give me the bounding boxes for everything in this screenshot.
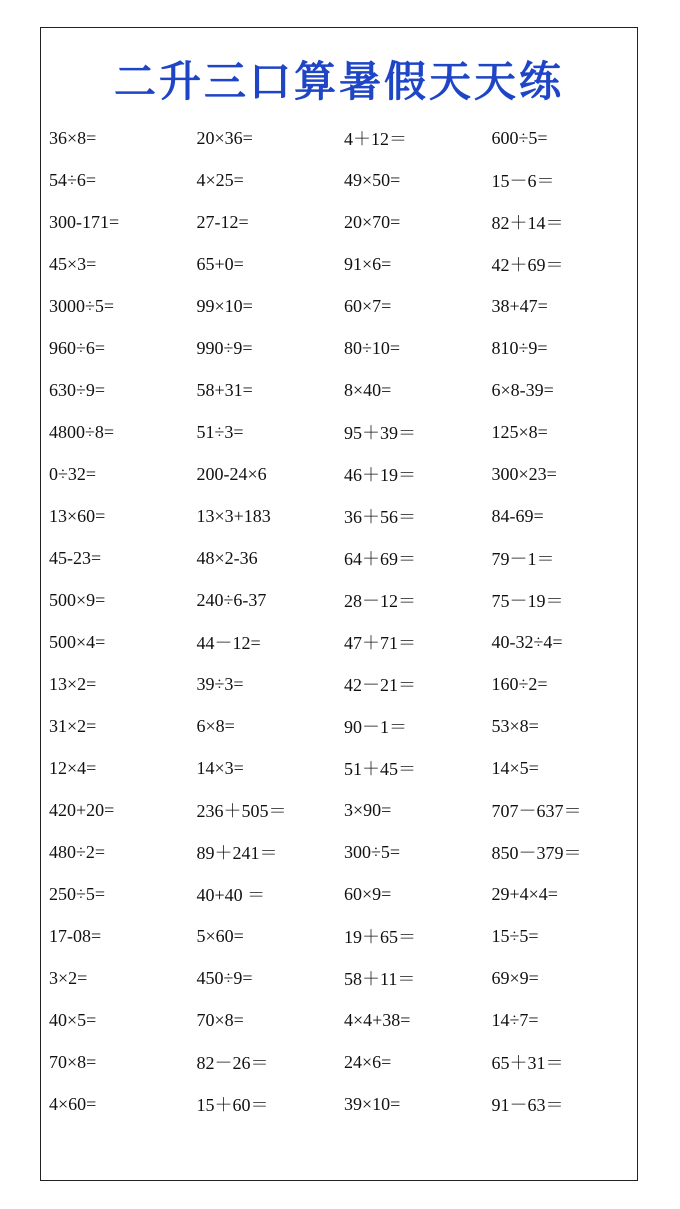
- math-problem: 0÷32=: [49, 463, 97, 484]
- math-problem: 15÷5=: [491, 925, 539, 946]
- problem-row: [49, 201, 639, 243]
- problem-row: [49, 957, 639, 999]
- math-problem: 89＋241＝: [196, 843, 278, 863]
- math-problem: 39÷3=: [196, 673, 244, 694]
- math-problem: 99×10=: [196, 295, 253, 316]
- math-problem: 27-12=: [196, 211, 249, 232]
- math-problem: 12×4=: [49, 757, 97, 778]
- math-problem: 54÷6=: [49, 169, 97, 190]
- math-problem: 500×4=: [49, 631, 106, 652]
- worksheet-frame: [40, 27, 638, 1181]
- math-problem: 40+40 ＝: [196, 885, 266, 905]
- math-problem: 990÷9=: [196, 337, 253, 358]
- math-problem: 4×4+38=: [344, 1009, 411, 1030]
- math-problem: 91×6=: [344, 253, 392, 274]
- math-problem: 24×6=: [344, 1051, 392, 1072]
- problem-row: [49, 117, 639, 159]
- math-problem: 44－12=: [196, 633, 261, 653]
- math-problem: 47＋71＝: [344, 633, 416, 653]
- math-problem: 20×36=: [196, 127, 253, 148]
- math-problem: 500×9=: [49, 589, 106, 610]
- math-problem: 91－63＝: [491, 1095, 564, 1115]
- math-problem: 630÷9=: [49, 379, 106, 400]
- math-problem: 64＋69＝: [344, 549, 416, 569]
- math-problem: 4＋12＝: [344, 129, 407, 149]
- math-problem: 46＋19＝: [344, 465, 416, 485]
- problem-row: [49, 789, 639, 831]
- problem-row: [49, 453, 639, 495]
- math-problem: 450÷9=: [196, 967, 253, 988]
- math-problem: 82－26＝: [196, 1053, 269, 1073]
- math-problem: 3×90=: [344, 799, 392, 820]
- math-problem: 850－379＝: [491, 843, 582, 863]
- math-problem: 200-24×6: [196, 463, 267, 484]
- problem-row: [49, 159, 639, 201]
- problem-row: [49, 537, 639, 579]
- problem-row: [49, 663, 639, 705]
- math-problem: 300-171=: [49, 211, 120, 232]
- problem-row: [49, 411, 639, 453]
- problem-grid: [49, 117, 639, 1125]
- math-problem: 38+47=: [491, 295, 548, 316]
- math-problem: 17-08=: [49, 925, 102, 946]
- math-problem: 707－637＝: [491, 801, 582, 821]
- math-problem: 19＋65＝: [344, 927, 416, 947]
- math-problem: 75－19＝: [491, 591, 564, 611]
- math-problem: 48×2-36: [196, 547, 258, 568]
- math-problem: 51÷3=: [196, 421, 244, 442]
- problem-row: [49, 873, 639, 915]
- math-problem: 70×8=: [196, 1009, 244, 1030]
- math-problem: 20×70=: [344, 211, 401, 232]
- math-problem: 13×3+183: [196, 505, 271, 526]
- math-problem: 42＋69＝: [491, 255, 564, 275]
- math-problem: 65＋31＝: [491, 1053, 564, 1073]
- problem-row: [49, 915, 639, 957]
- math-problem: 14×3=: [196, 757, 244, 778]
- math-problem: 58＋11＝: [344, 969, 416, 989]
- math-problem: 70×8=: [49, 1051, 97, 1072]
- math-problem: 420+20=: [49, 799, 115, 820]
- math-problem: 58+31=: [196, 379, 253, 400]
- math-problem: 160÷2=: [491, 673, 548, 694]
- math-problem: 8×40=: [344, 379, 392, 400]
- math-problem: 29+4×4=: [491, 883, 558, 904]
- problem-row: [49, 369, 639, 411]
- math-problem: 79－1＝: [491, 549, 555, 569]
- math-problem: 15＋60＝: [196, 1095, 269, 1115]
- math-problem: 53×8=: [491, 715, 539, 736]
- math-problem: 80÷10=: [344, 337, 401, 358]
- problem-row: [49, 327, 639, 369]
- math-problem: 4×25=: [196, 169, 244, 190]
- math-problem: 42－21＝: [344, 675, 416, 695]
- problem-row: [49, 747, 639, 789]
- problem-row: [49, 495, 639, 537]
- math-problem: 60×7=: [344, 295, 392, 316]
- problem-row: [49, 243, 639, 285]
- math-problem: 13×60=: [49, 505, 106, 526]
- math-problem: 36＋56＝: [344, 507, 416, 527]
- math-problem: 4800÷8=: [49, 421, 115, 442]
- problem-row: [49, 1083, 639, 1125]
- math-problem: 960÷6=: [49, 337, 106, 358]
- math-problem: 3000÷5=: [49, 295, 115, 316]
- math-problem: 3×2=: [49, 967, 88, 988]
- problem-row: [49, 705, 639, 747]
- math-problem: 69×9=: [491, 967, 539, 988]
- math-problem: 36×8=: [49, 127, 97, 148]
- math-problem: 600÷5=: [491, 127, 548, 148]
- math-problem: 236＋505＝: [196, 801, 287, 821]
- math-problem: 810÷9=: [491, 337, 548, 358]
- math-problem: 240÷6-37: [196, 589, 267, 610]
- problem-row: [49, 999, 639, 1041]
- math-problem: 49×50=: [344, 169, 401, 190]
- math-problem: 39×10=: [344, 1093, 401, 1114]
- math-problem: 300×23=: [491, 463, 557, 484]
- page-title: 二升三口算暑假天天练: [113, 57, 564, 106]
- math-problem: 45×3=: [49, 253, 97, 274]
- math-problem: 480÷2=: [49, 841, 106, 862]
- math-problem: 40-32÷4=: [491, 631, 563, 652]
- problem-row: [49, 285, 639, 327]
- problem-row: [49, 831, 639, 873]
- math-problem: 14÷7=: [491, 1009, 539, 1030]
- math-problem: 45-23=: [49, 547, 102, 568]
- math-problem: 5×60=: [196, 925, 244, 946]
- math-problem: 250÷5=: [49, 883, 106, 904]
- problem-row: [49, 579, 639, 621]
- math-problem: 40×5=: [49, 1009, 97, 1030]
- problem-row: [49, 1041, 639, 1083]
- math-problem: 31×2=: [49, 715, 97, 736]
- math-problem: 28－12＝: [344, 591, 416, 611]
- math-problem: 65+0=: [196, 253, 244, 274]
- math-problem: 4×60=: [49, 1093, 97, 1114]
- math-problem: 13×2=: [49, 673, 97, 694]
- problem-row: [49, 621, 639, 663]
- math-problem: 300÷5=: [344, 841, 401, 862]
- math-problem: 60×9=: [344, 883, 392, 904]
- math-problem: 6×8-39=: [491, 379, 554, 400]
- math-problem: 82＋14＝: [491, 213, 564, 233]
- math-problem: 6×8=: [196, 715, 235, 736]
- math-problem: 15－6＝: [491, 171, 555, 191]
- math-problem: 51＋45＝: [344, 759, 416, 779]
- math-problem: 95＋39＝: [344, 423, 416, 443]
- math-problem: 14×5=: [491, 757, 539, 778]
- math-problem: 125×8=: [491, 421, 548, 442]
- math-problem: 84-69=: [491, 505, 544, 526]
- math-problem: 90－1＝: [344, 717, 407, 737]
